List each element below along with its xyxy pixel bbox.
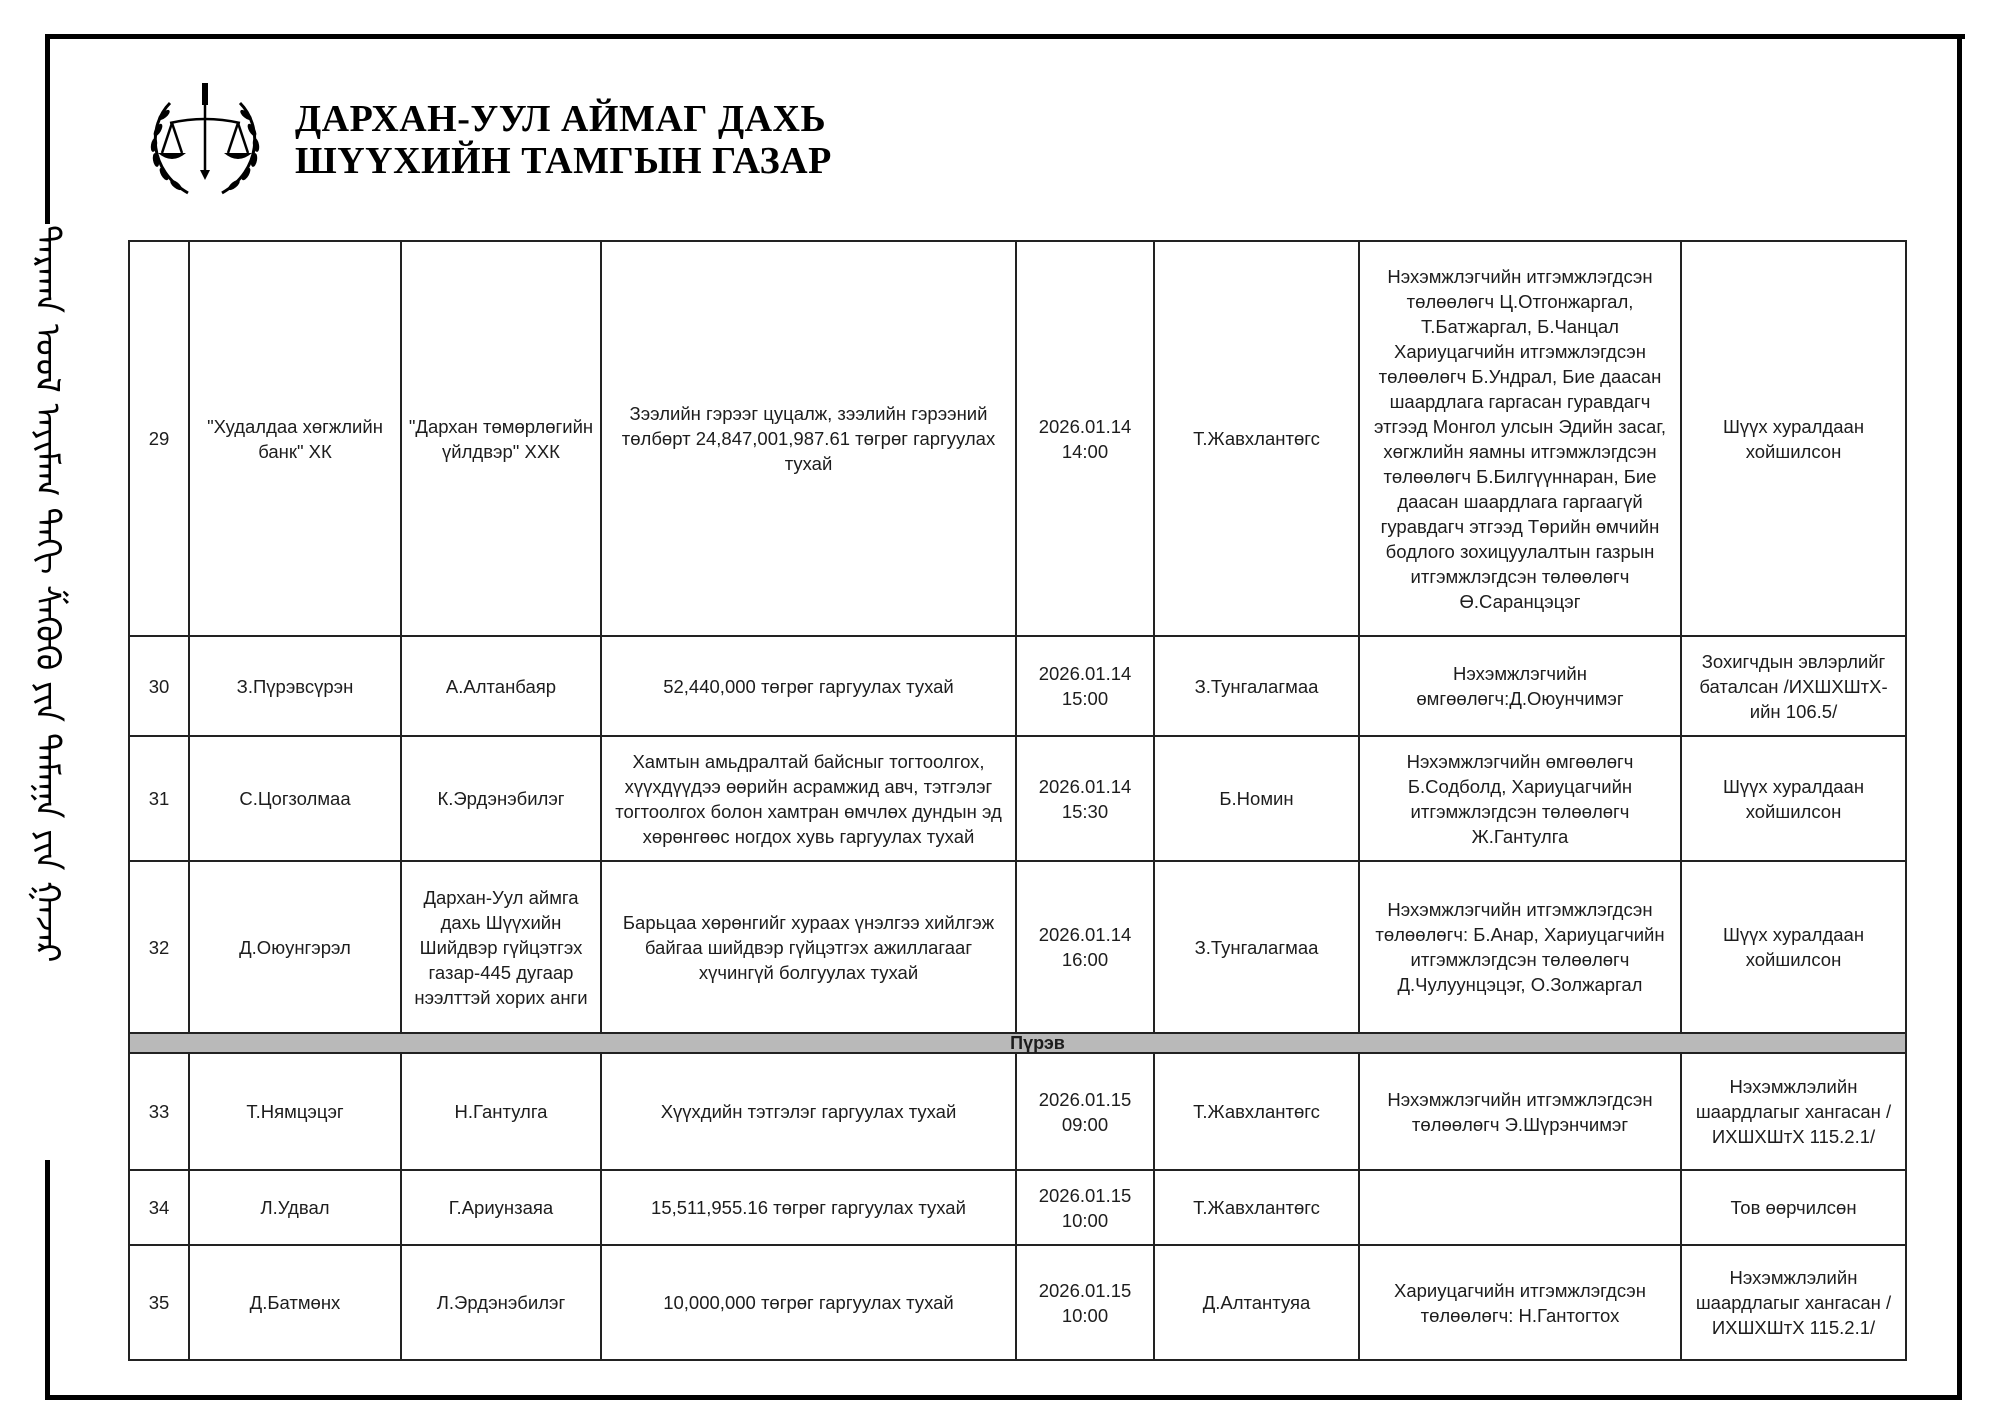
judge-cell: [1154, 636, 1359, 736]
court-hearing-schedule-table: [128, 240, 1907, 1361]
result: Тов өөрчилсөн: [1730, 1197, 1857, 1218]
participants: Нэхэмжлэгчийн итгэмжлэгдсэн төлөөлөгч: Б.Анар, Хариуцагчийн итгэмжлэгдсэн төлөөлөгч Д.Чулуунцэцэг, О.Золжаргал: [1375, 899, 1665, 995]
result: Шүүх хуралдаан хойшилсон: [1722, 924, 1865, 970]
case-number: 34: [148, 1197, 170, 1218]
judge-cell: [1154, 1245, 1359, 1360]
table-row: [129, 1170, 1906, 1245]
plaintiff-cell: [189, 861, 401, 1033]
hearing-date: 2026.01.14: [1038, 924, 1132, 945]
document-header: [140, 75, 832, 205]
hearing-datetime-cell: [1016, 861, 1154, 1033]
table-row: [129, 241, 1906, 636]
table-row: [129, 636, 1906, 736]
participants: Нэхэмжлэгчийн өмгөөлөгч:Д.Оюунчимэг: [1416, 663, 1624, 709]
result-cell: [1681, 636, 1906, 736]
plaintiff: С.Цогзолмаа: [239, 788, 351, 809]
plaintiff: Д.Батмөнх: [249, 1292, 341, 1313]
judge: Д.Алтантуяа: [1202, 1292, 1311, 1313]
page-frame-left-bottom: [45, 1160, 50, 1400]
claim: 15,511,955.16 төгрөг гаргуулах тухай: [651, 1197, 966, 1218]
participants-cell: [1359, 1053, 1681, 1170]
claim: 10,000,000 төгрөг гаргуулах тухай: [663, 1292, 954, 1313]
table-row: [129, 861, 1906, 1033]
hearing-datetime-cell: [1016, 1053, 1154, 1170]
plaintiff: Л.Удвал: [260, 1197, 330, 1218]
case-number: 32: [148, 936, 170, 958]
vertical-mongolian-script: ᠳᠠᠷᠬᠠᠨ ᠤᠤᠯ ᠠᠶᠢᠮᠠᠭ ᠳᠠᠬᠢ ᠱᠡᠭᠦᠬᠦ ᠶᠢᠨ ᠲᠠᠮᠠᠭᠠ ᠶᠢᠨ ᠭᠠᠵᠠᠷ: [27, 225, 67, 963]
defendant: Н.Гантулга: [454, 1101, 548, 1122]
case-number-cell: [129, 1053, 189, 1170]
hearing-time: 09:00: [1061, 1113, 1109, 1135]
claim-cell: [601, 1245, 1016, 1360]
plaintiff: З.Пүрэвсүрэн: [236, 675, 354, 697]
plaintiff-cell: [189, 241, 401, 636]
result-cell: [1681, 1170, 1906, 1245]
participants: Нэхэмжлэгчийн өмгөөлөгч Б.Содболд, Хариуцагчийн итгэмжлэгдсэн төлөөлөгч Ж.Гантулга: [1406, 750, 1634, 847]
hearing-time: 16:00: [1061, 949, 1109, 970]
hearing-datetime-cell: [1016, 241, 1154, 636]
claim: Зээлийн гэрээг цуцалж, зээлийн гэрээний төлбөрт 24,847,001,987.61 төгрөг гаргуулах тухай: [621, 403, 996, 474]
plaintiff: Д.Оюунгэрэл: [239, 936, 351, 958]
defendant-cell: [401, 1053, 601, 1170]
defendant: Г.Ариунзаяа: [448, 1197, 554, 1218]
result-cell: [1681, 736, 1906, 861]
plaintiff-cell: [189, 1170, 401, 1245]
judge: З.Тунгалагмаа: [1194, 675, 1319, 697]
result-cell: [1681, 1053, 1906, 1170]
case-number-cell: [129, 736, 189, 861]
plaintiff-cell: [189, 1053, 401, 1170]
table-row: [129, 1053, 1906, 1170]
defendant: А.Алтанбаяр: [445, 675, 557, 697]
hearing-datetime-cell: [1016, 1170, 1154, 1245]
defendant-cell: [401, 736, 601, 861]
case-number-cell: [129, 241, 189, 636]
claim: Хүүхдийн тэтгэлэг гаргуулах тухай: [660, 1101, 957, 1122]
hearing-date: 2026.01.15: [1038, 1088, 1132, 1110]
page-frame-left-top: [45, 34, 50, 224]
organization-name-line-1: ДАРХАН-УУЛ АЙМАГ ДАХЬ: [295, 98, 827, 140]
plaintiff-cell: [189, 636, 401, 736]
result: Нэхэмжлэлийн шаардлагыг хангасан /ИХШХШтХ 115.2.1/: [1695, 1267, 1892, 1338]
hearing-datetime-cell: [1016, 736, 1154, 861]
table-row: [129, 736, 1906, 861]
claim: 52,440,000 төгрөг гаргуулах тухай: [663, 675, 954, 697]
case-number: 33: [148, 1101, 170, 1122]
participants-cell: [1359, 1245, 1681, 1360]
participants: Нэхэмжлэгчийн итгэмжлэгдсэн төлөөлөгч Э.Шүрэнчимэг: [1387, 1088, 1653, 1135]
defendant-cell: [401, 861, 601, 1033]
judge-cell: [1154, 736, 1359, 861]
organization-name: [295, 98, 832, 182]
defendant: Дархан-Уул аймга дахь Шүүхийн Шийдвэр гүйцэтгэх газар-445 дугаар нээлттэй хорих анги: [414, 886, 588, 1008]
participants-cell: [1359, 861, 1681, 1033]
defendant-cell: [401, 1245, 601, 1360]
day-separator-row: [129, 1033, 1906, 1053]
hearing-date: 2026.01.14: [1038, 415, 1132, 437]
hearing-datetime-cell: [1016, 636, 1154, 736]
claim: Барьцаа хөрөнгийг хураах үнэлгээ хийлгэж байгаа шийдвэр гүйцэтгэх ажиллагааг хүчингүй болгуулах тухай: [622, 911, 995, 983]
hearing-datetime-cell: [1016, 1245, 1154, 1360]
judge-cell: [1154, 1170, 1359, 1245]
result: Нэхэмжлэлийн шаардлагыг хангасан /ИХШХШтХ 115.2.1/: [1695, 1076, 1892, 1147]
hearing-time: 10:00: [1061, 1304, 1109, 1326]
participants-cell: [1359, 636, 1681, 736]
case-number: 31: [148, 788, 170, 809]
plaintiff: "Худалдаа хөгжлийн банк" ХК: [207, 415, 383, 462]
page-frame-top: [45, 34, 1965, 39]
hearing-date: 2026.01.15: [1038, 1184, 1132, 1206]
judge: З.Тунгалагмаа: [1194, 936, 1319, 958]
defendant-cell: [401, 241, 601, 636]
page-frame-right: [1957, 34, 1962, 1400]
result: Шүүх хуралдаан хойшилсон: [1722, 415, 1865, 462]
participants: Хариуцагчийн итгэмжлэгдсэн төлөөлөгч: Н.Гантогтох: [1394, 1279, 1646, 1326]
case-number-cell: [129, 1170, 189, 1245]
judge-cell: [1154, 1053, 1359, 1170]
defendant-cell: [401, 636, 601, 736]
claim: Хамтын амьдралтай байсныг тогтоолгох, хүүхдүүдээ өөрийн асрамжид авч, тэтгэлэг тогтоолгох болон хамтран өмчлөх дундын эд хөрөнгөөс ногдох хувь гаргуулах тухай: [615, 750, 1002, 847]
page-frame-bottom: [45, 1395, 1962, 1400]
participants-cell: [1359, 241, 1681, 636]
judge: Б.Номин: [1219, 788, 1294, 809]
plaintiff: Т.Нямцэцэг: [246, 1101, 344, 1122]
defendant: "Дархан төмөрлөгийн үйлдвэр" ХХК: [408, 415, 594, 462]
table-row: [129, 1245, 1906, 1360]
hearing-time: 10:00: [1061, 1209, 1109, 1231]
case-number: 35: [148, 1292, 170, 1313]
participants-cell: [1359, 1170, 1681, 1245]
defendant: Л.Эрдэнэбилэг: [436, 1292, 566, 1313]
judge: Т.Жавхлантөгс: [1193, 1197, 1320, 1218]
judge: Т.Жавхлантөгс: [1193, 1101, 1320, 1122]
claim-cell: [601, 241, 1016, 636]
judge: Т.Жавхлантөгс: [1193, 428, 1320, 449]
claim-cell: [601, 861, 1016, 1033]
hearing-date: 2026.01.14: [1038, 775, 1132, 797]
claim-cell: [601, 1053, 1016, 1170]
hearing-date: 2026.01.15: [1038, 1279, 1132, 1301]
hearing-time: 15:30: [1061, 800, 1109, 822]
hearing-time: 14:00: [1061, 440, 1109, 462]
case-number-cell: [129, 1245, 189, 1360]
result: Зохигчдын эвлэрлийг баталсан /ИХШХШтХ-ийн 106.5/: [1699, 650, 1888, 722]
result-cell: [1681, 1245, 1906, 1360]
claim-cell: [601, 1170, 1016, 1245]
result: Шүүх хуралдаан хойшилсон: [1722, 775, 1865, 822]
case-number-cell: [129, 861, 189, 1033]
judge-cell: [1154, 241, 1359, 636]
day-separator-cell: [129, 1033, 1906, 1053]
defendant: К.Эрдэнэбилэг: [437, 788, 565, 809]
defendant-cell: [401, 1170, 601, 1245]
case-number: 29: [148, 428, 170, 449]
judge-cell: [1154, 861, 1359, 1033]
scales-of-justice-emblem-icon: [140, 75, 270, 205]
result-cell: [1681, 861, 1906, 1033]
day-separator-label: Пүрэв: [1010, 1033, 1065, 1053]
plaintiff-cell: [189, 1245, 401, 1360]
claim-cell: [601, 736, 1016, 861]
participants-cell: [1359, 736, 1681, 861]
case-number: 30: [148, 675, 170, 697]
organization-name-line-2: ШҮҮХИЙН ТАМГЫН ГАЗАР: [295, 140, 832, 182]
participants: Нэхэмжлэгчийн итгэмжлэгдсэн төлөөлөгч Ц.Отгонжаргал, Т.Батжаргал, Б.Чанцал Хариуцагчийн итгэмжлэгдсэн төлөөлөгч Б.Ундрал, Бие даасан шаардлага гаргасан гуравдагч этгээд Монгол улсын Эдийн засаг, хөгжлийн яамны итгэмжлэгдсэн төлөөлөгч Б.Билгүүннаран, Бие даасан шаардлага гаргаагүй гуравдагч этгээд Төрийн өмчийн бодлого зохицуулалтын газрын итгэмжлэгдсэн төлөөлөгч Ө.Саранцэцэг: [1374, 265, 1666, 612]
hearing-date: 2026.01.14: [1038, 663, 1132, 684]
hearing-time: 15:00: [1061, 688, 1109, 709]
result-cell: [1681, 241, 1906, 636]
plaintiff-cell: [189, 736, 401, 861]
case-number-cell: [129, 636, 189, 736]
claim-cell: [601, 636, 1016, 736]
